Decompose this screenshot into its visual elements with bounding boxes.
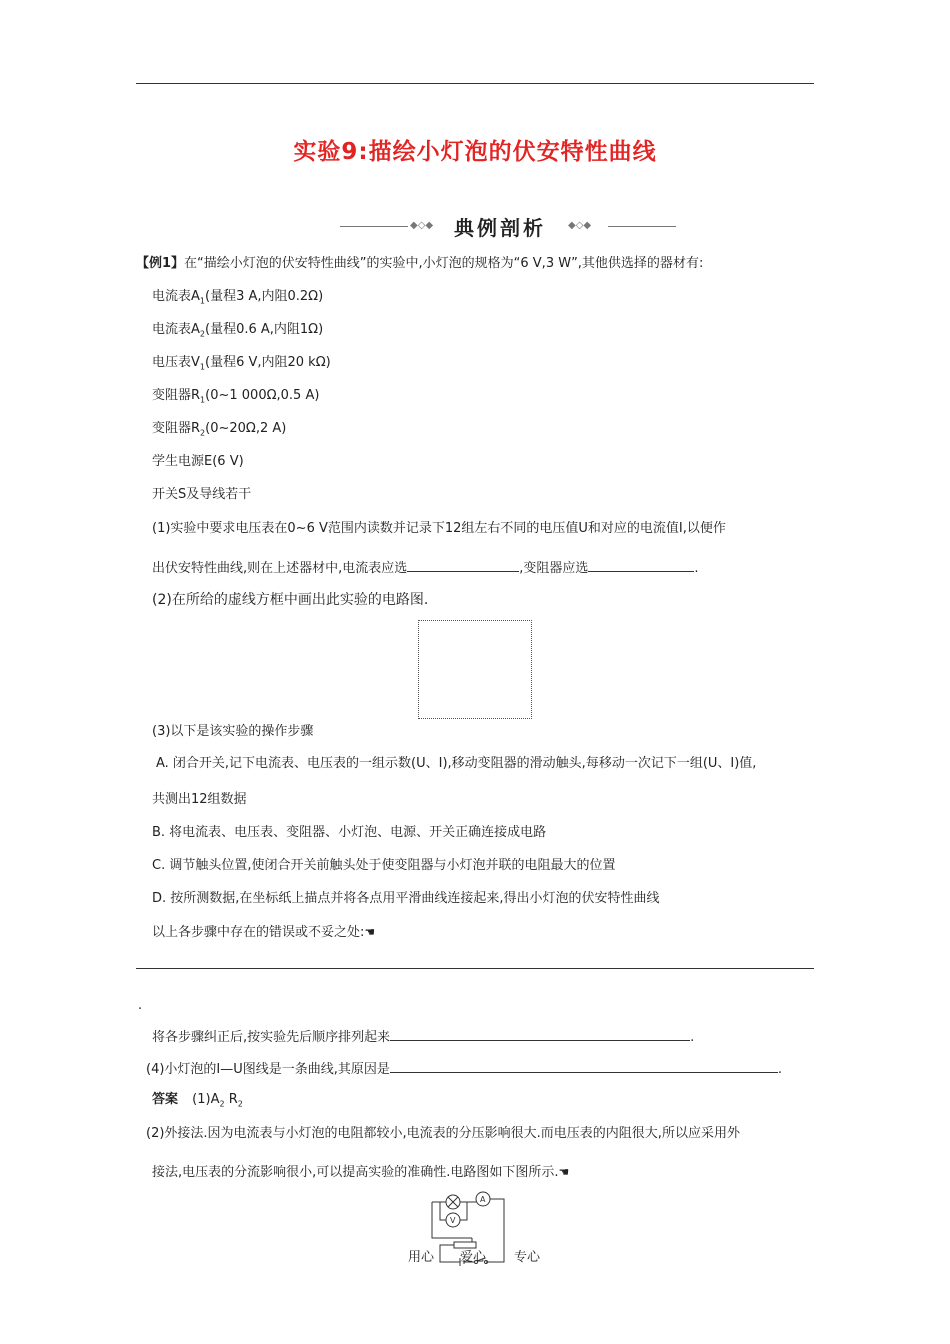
question-1-line-2: 出伏安特性曲线,则在上述器材中,电流表应选 ,变阻器应选 . <box>152 557 699 579</box>
step-b: B. 将电流表、电压表、变阻器、小灯泡、电源、开关正确连接成电路 <box>152 825 547 840</box>
top-rule <box>136 83 814 84</box>
equipment-item: 变阻器$R_2(0\sim 20\Omega,2$ A) <box>152 421 287 438</box>
voltmeter-label: V <box>450 1216 456 1225</box>
divider-right <box>608 226 676 227</box>
answer-2-line-2: 接法,电压表的分流影响很小,可以提高实验的准确性.电路图如下图所示.☚ <box>152 1165 570 1180</box>
answer-label: 答案 <box>152 1092 179 1107</box>
page-title: 实验9:描绘小灯泡的伏安特性曲线 <box>293 139 657 165</box>
question-1-line-1: (1)实验中要求电压表在0~6 V范围内读数并记录下12组左右不同的电压值U和对应的电流值I,以便作 <box>152 521 726 536</box>
ornament-right-icon: ◆◇◆ <box>568 220 592 231</box>
ornament-left-icon: ◆◇◆ <box>410 220 434 231</box>
ammeter-label: A <box>480 1195 486 1204</box>
question-2: (2)在所给的虚线方框中画出此实验的电路图. <box>152 592 429 608</box>
errors-prompt: 以上各步骤中存在的错误或不妥之处:☚ <box>152 925 376 940</box>
circuit-wire <box>486 1199 504 1262</box>
question-3: (3)以下是该实验的操作步骤 <box>152 724 314 739</box>
equipment-item: 电压表$V_1$(量程6 V,内阻20 kΩ) <box>152 355 331 372</box>
footer-right: 专心 <box>514 1250 541 1265</box>
middle-rule <box>136 968 814 969</box>
hand-icon: ☚ <box>364 925 376 939</box>
hand-icon: ☚ <box>558 1165 570 1179</box>
stray-dot: . <box>138 998 143 1013</box>
answer-2-line-1: (2)外接法.因为电流表与小灯泡的电阻都较小,电流表的分压影响很大.而电压表的内阻很大,所以应采用外 <box>146 1126 740 1141</box>
step-a-line-1: A. 闭合开关,记下电流表、电压表的一组示数(U、I),移动变阻器的滑动触头,每移动一次记下一组(U、I)值, <box>156 756 757 771</box>
example-intro <box>136 254 703 274</box>
answer-blank-reason[interactable] <box>390 1058 778 1073</box>
circuit-drawing-box[interactable] <box>418 620 532 719</box>
section-heading <box>340 212 676 242</box>
answer-blank-rheostat[interactable] <box>588 557 694 572</box>
circuit-wire <box>440 1202 446 1220</box>
footer-middle: 爱心 <box>460 1250 487 1265</box>
reorder-prompt: 将各步骤纠正后,按实验先后顺序排列起来 . <box>152 1026 694 1048</box>
answer-blank-ammeter[interactable] <box>407 557 519 572</box>
step-c: C. 调节触头位置,使闭合开关前触头处于使变阻器与小灯泡并联的电阻最大的位置 <box>152 858 616 873</box>
divider-left <box>340 226 408 227</box>
step-d: D. 按所测数据,在坐标纸上描点并将各点用平滑曲线连接起来,得出小灯泡的伏安特性曲线 <box>152 891 660 906</box>
step-a-line-2: 共测出12组数据 <box>152 792 247 807</box>
equipment-item: 变阻器$R_1(0\sim 1$ 000Ω,0.5 A) <box>152 388 320 405</box>
question-4: (4)小灯泡的I—U图线是一条曲线,其原因是 . <box>146 1058 782 1080</box>
example-intro-text: 在“描绘小灯泡的伏安特性曲线”的实验中,小灯泡的规格为“6 V,3 W”,其他供选择的器材有: <box>184 256 704 271</box>
circuit-wire <box>460 1202 467 1220</box>
footer-left: 用心 <box>408 1250 435 1265</box>
equipment-item: 电流表$A_1$(量程3 A,内阻0.2Ω) <box>152 289 324 306</box>
answer-1: 答案 $(1)A_2$ $R_2$ <box>152 1092 243 1109</box>
example-tag: 【例1】 <box>136 256 185 271</box>
equipment-item: 开关S及导线若干 <box>152 487 252 502</box>
equipment-item: 学生电源E(6 V) <box>152 454 244 469</box>
section-title: 典例剖析 <box>454 216 546 240</box>
answer-blank-order[interactable] <box>390 1026 690 1041</box>
equipment-item: 电流表$A_2$(量程0.6 A,内阻1Ω) <box>152 322 324 339</box>
